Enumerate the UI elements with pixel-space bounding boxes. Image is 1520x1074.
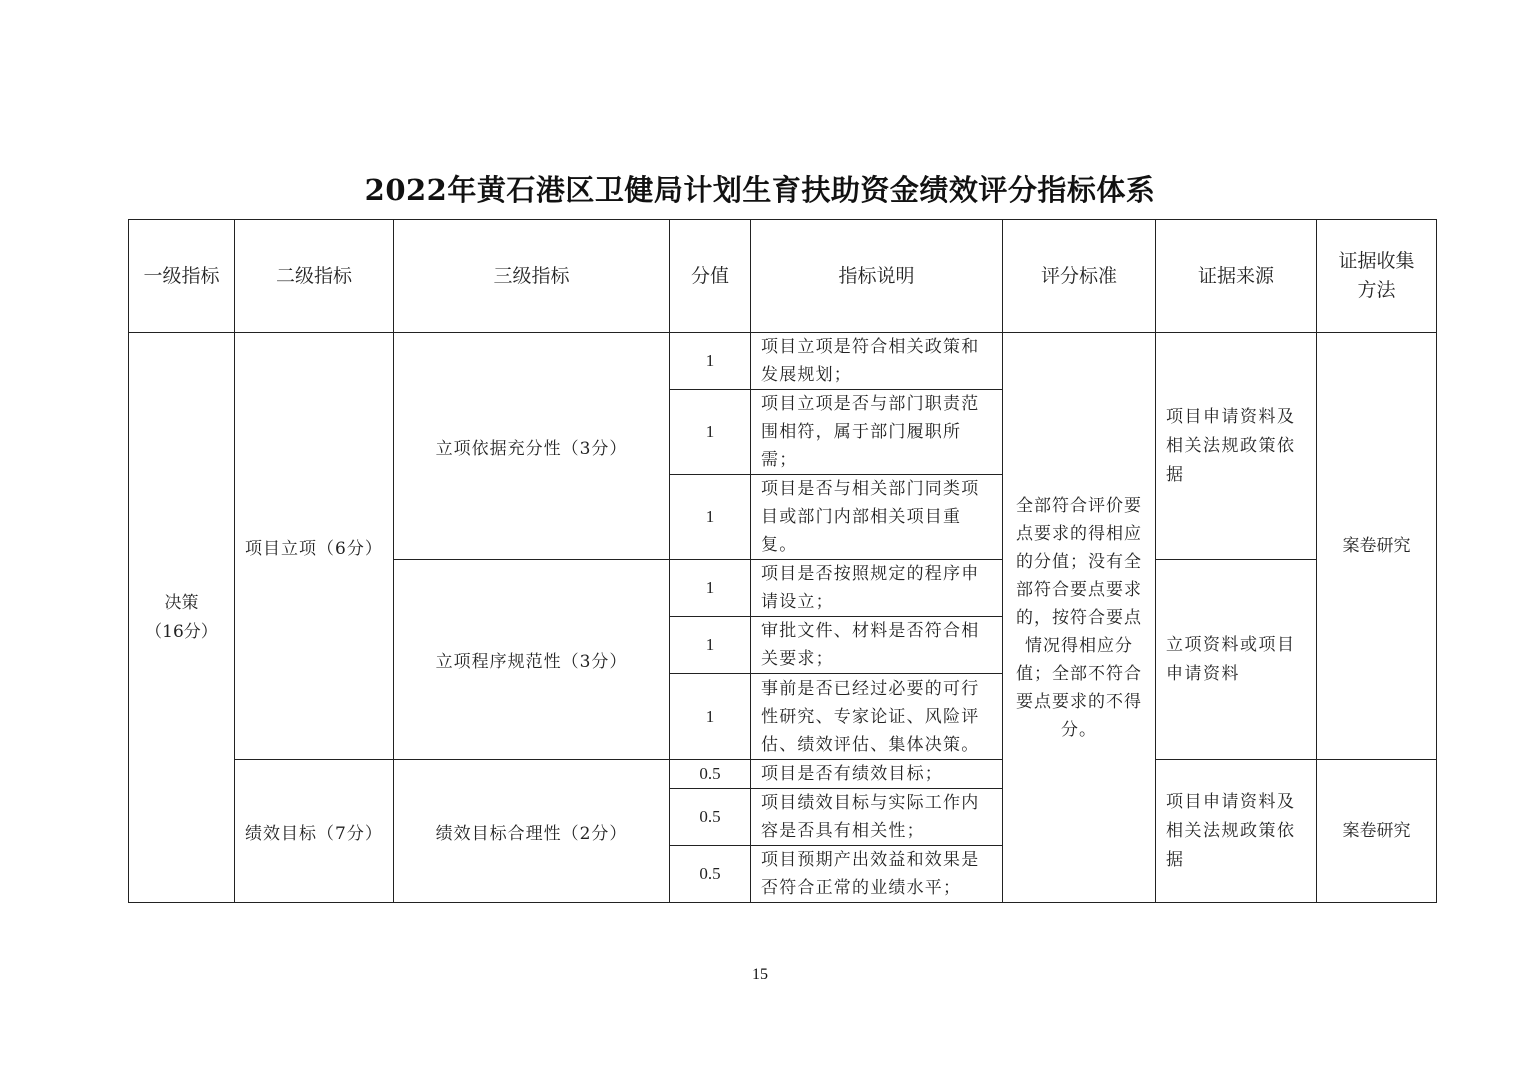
description-cell: 事前是否已经过必要的可行性研究、专家论证、风险评估、绩效评估、集体决策。 (751, 674, 1003, 760)
evidence-source-cell: 项目申请资料及相关法规政策依据 (1156, 333, 1317, 560)
score-cell: 0.5 (670, 846, 751, 903)
header-cell: 分值 (670, 220, 751, 333)
header-cell: 三级指标 (394, 220, 670, 333)
description-cell: 项目是否按照规定的程序申请设立； (751, 560, 1003, 617)
score-cell: 1 (670, 475, 751, 560)
description-cell: 项目立项是符合相关政策和发展规划； (751, 333, 1003, 390)
description-cell: 审批文件、材料是否符合相关要求； (751, 617, 1003, 674)
header-cell: 二级指标 (235, 220, 394, 333)
page-number: 15 (752, 966, 768, 983)
score-cell: 1 (670, 560, 751, 617)
level3-cell: 立项程序规范性（3分） (394, 560, 670, 760)
level1-cell: 决策 （16分） (129, 333, 235, 903)
collection-method-cell: 案卷研究 (1317, 333, 1437, 760)
description-cell: 项目绩效目标与实际工作内容是否具有相关性； (751, 789, 1003, 846)
level3-cell: 绩效目标合理性（2分） (394, 760, 670, 903)
score-cell: 0.5 (670, 789, 751, 846)
score-cell: 1 (670, 617, 751, 674)
header-cell: 证据收集方法 (1317, 220, 1437, 333)
header-cell: 一级指标 (129, 220, 235, 333)
table-row (129, 333, 1437, 390)
level3-cell: 立项依据充分性（3分） (394, 333, 670, 560)
evidence-source-cell: 立项资料或项目申请资料 (1156, 560, 1317, 760)
score-cell: 1 (670, 674, 751, 760)
description-cell: 项目立项是否与部门职责范围相符，属于部门履职所需； (751, 390, 1003, 475)
evaluation-index-table (128, 219, 1437, 903)
description-cell: 项目是否与相关部门同类项目或部门内部相关项目重复。 (751, 475, 1003, 560)
page-title: 2022年黄石港区卫健局计划生育扶助资金绩效评分指标体系 (364, 173, 1156, 207)
score-cell: 0.5 (670, 760, 751, 789)
score-cell: 1 (670, 390, 751, 475)
header-cell: 证据来源 (1156, 220, 1317, 333)
header-cell: 指标说明 (751, 220, 1003, 333)
evidence-source-cell: 项目申请资料及相关法规政策依据 (1156, 760, 1317, 903)
level2-cell: 绩效目标（7分） (235, 760, 394, 903)
level2-cell: 项目立项（6分） (235, 333, 394, 760)
table-row (129, 760, 1437, 789)
table-header-row (129, 220, 1437, 333)
header-cell: 评分标准 (1003, 220, 1156, 333)
description-cell: 项目是否有绩效目标； (751, 760, 1003, 789)
scoring-standard-cell: 全部符合评价要点要求的得相应的分值；没有全部符合要点要求的，按符合要点情况得相应分值；全部不符合要点要求的不得分。 (1003, 333, 1156, 903)
collection-method-cell: 案卷研究 (1317, 760, 1437, 903)
description-cell: 项目预期产出效益和效果是否符合正常的业绩水平； (751, 846, 1003, 903)
score-cell: 1 (670, 333, 751, 390)
